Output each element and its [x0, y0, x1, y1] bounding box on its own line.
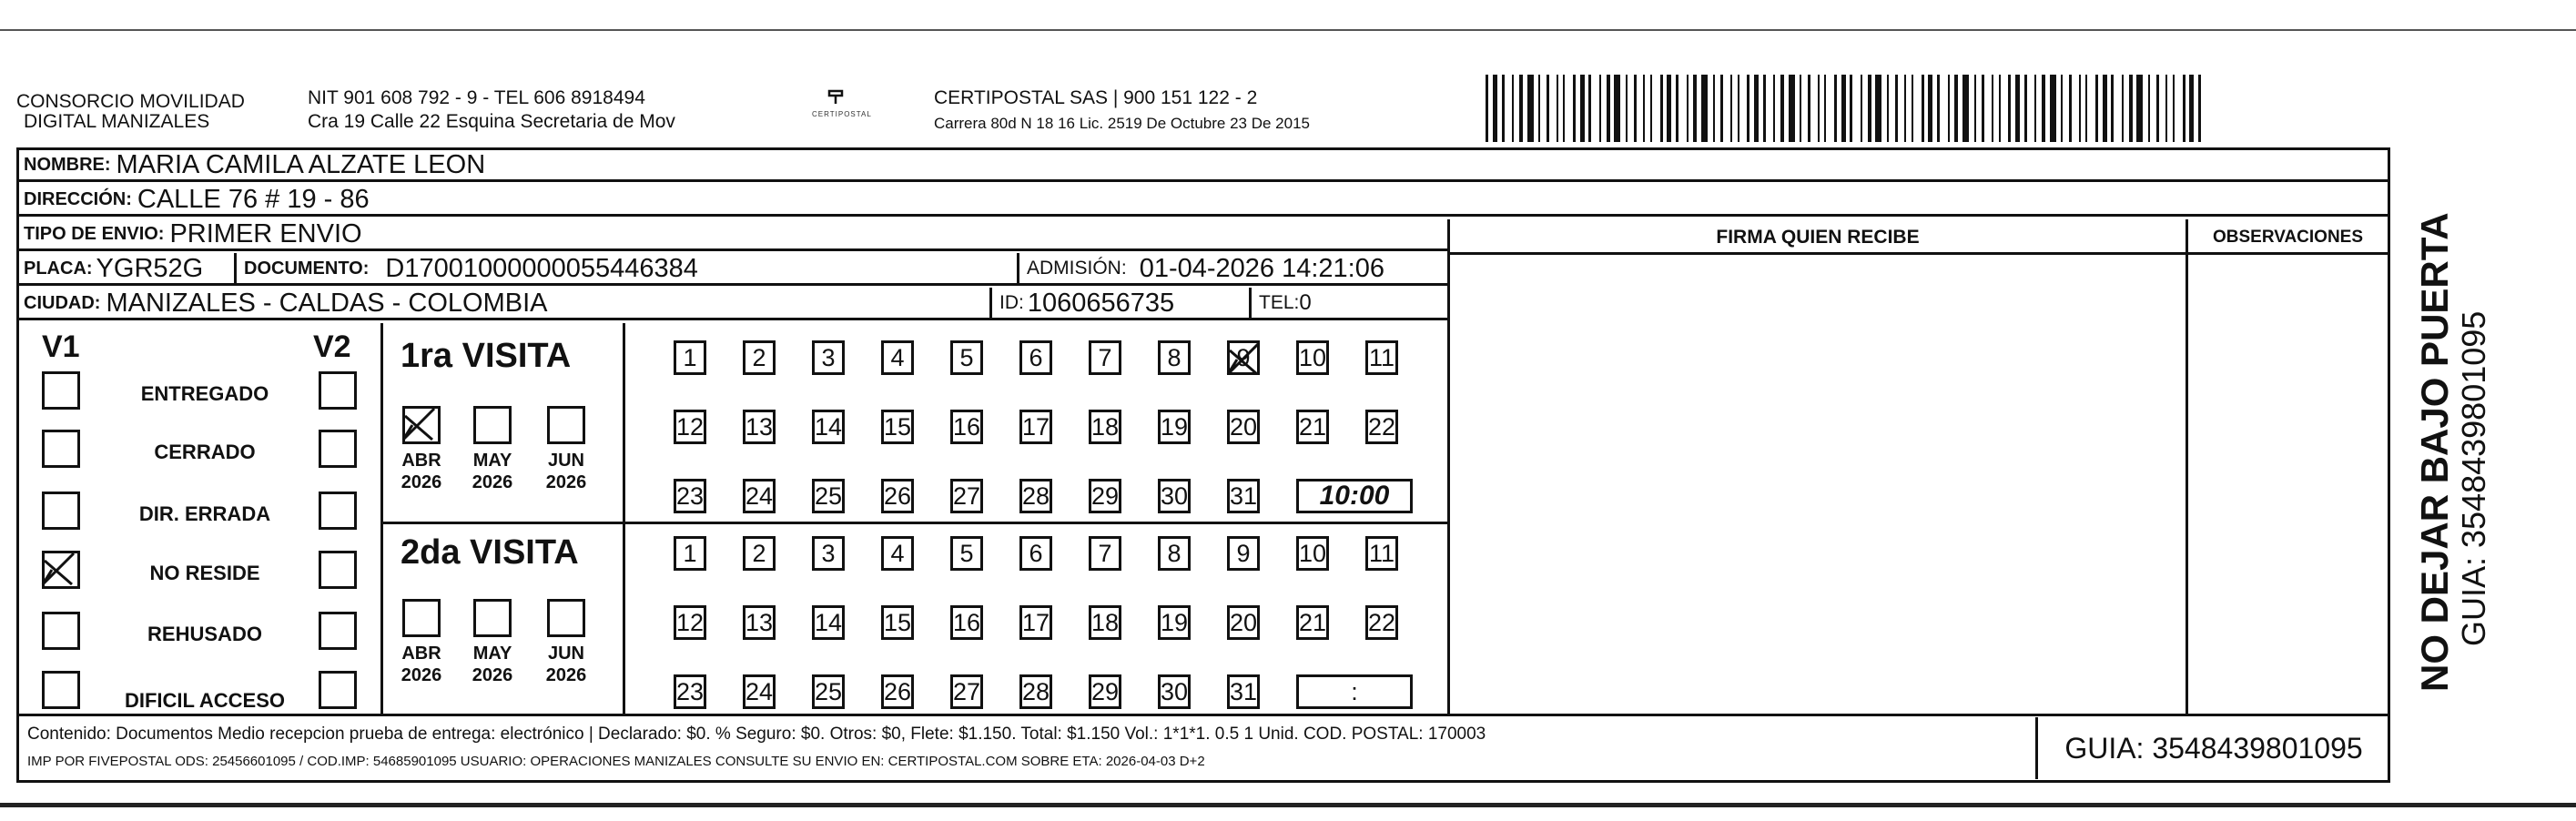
barcode-bar: [1895, 75, 1898, 142]
barcode-bar: [1850, 75, 1852, 142]
v2-checkbox[interactable]: [319, 551, 357, 589]
month-checkbox[interactable]: [473, 599, 512, 637]
month-name: MAY: [472, 451, 512, 471]
firma-header: [1450, 223, 2186, 255]
admision-cell: [1019, 253, 1449, 285]
day-box[interactable]: 7: [1089, 340, 1121, 375]
month-label: [539, 450, 593, 493]
imp-line: IMP POR FIVEPOSTAL ODS: 25456601095 / COD.IMP: 54685901095 USUARIO: OPERACIONES MANIZALES CONSULTE SU ENVIO EN: CERTIPOSTAL.COM SOBRE ETA: 2026-04-03 D+2: [27, 754, 1205, 769]
barcode-bar: [2129, 75, 2133, 142]
barcode-bar: [1519, 75, 1523, 142]
barcode-bar: [1841, 75, 1846, 142]
day-box[interactable]: 20: [1227, 410, 1260, 444]
barcode-bar: [1701, 75, 1708, 142]
barcode-bar: [1875, 75, 1881, 142]
barcode-bar: [1747, 75, 1749, 142]
time-box[interactable]: :: [1296, 674, 1413, 709]
v1-checkbox[interactable]: [42, 492, 80, 530]
day-box[interactable]: 17: [1019, 410, 1052, 444]
barcode-bar: [1693, 75, 1697, 142]
month-divider: [623, 323, 625, 714]
month-name: JUN: [547, 451, 584, 471]
day-box[interactable]: 2: [743, 536, 776, 571]
barcode-bar: [1547, 75, 1549, 142]
day-box[interactable]: 30: [1158, 674, 1191, 709]
firma-area[interactable]: [1450, 255, 2186, 714]
barcode-bar: [1962, 75, 1969, 142]
day-box[interactable]: 10: [1296, 536, 1329, 571]
barcode-bar: [1954, 75, 1958, 142]
barcode-bar: [2136, 75, 2143, 142]
day-box[interactable]: 31: [1227, 479, 1260, 513]
barcode-bar: [2085, 75, 2087, 142]
tel-label: TEL:: [1259, 292, 1300, 313]
day-box[interactable]: 4: [881, 536, 914, 571]
day-box[interactable]: 15: [881, 410, 914, 444]
direccion-row: [18, 185, 2388, 217]
courier-address: Carrera 80d N 18 16 Lic. 2519 De Octubre 23 De 2015: [934, 115, 1310, 132]
courier-name: CERTIPOSTAL SAS | 900 151 122 - 2: [934, 87, 1258, 108]
check-mark-icon: [400, 403, 440, 443]
day-box[interactable]: 26: [881, 479, 914, 513]
side-text: [2414, 212, 2492, 692]
barcode-bar: [2156, 75, 2159, 142]
barcode-bar: [1937, 75, 1940, 142]
barcode-bar: [1912, 75, 1913, 142]
month-name: MAY: [472, 644, 512, 664]
month-year: 2026: [472, 665, 513, 685]
documento-value: D17001000000055446384: [385, 253, 698, 283]
barcode-bar: [1643, 75, 1645, 142]
barcode-bar: [1599, 75, 1601, 142]
day-box[interactable]: 6: [1019, 536, 1052, 571]
barcode-bar: [1563, 75, 1565, 142]
barcode-bar: [1588, 75, 1591, 142]
barcode-bar: [1738, 75, 1739, 142]
barcode-bar: [2024, 75, 2027, 142]
month-name: JUN: [547, 644, 584, 664]
day-box[interactable]: 1: [674, 340, 706, 375]
barcode-bar: [2103, 75, 2107, 142]
id-label: ID:: [999, 292, 1024, 313]
day-box[interactable]: 13: [743, 410, 776, 444]
barcode-bar: [2148, 75, 2150, 142]
barcode-bar: [1868, 75, 1871, 142]
day-box[interactable]: 14: [812, 410, 845, 444]
observaciones-area[interactable]: [2188, 255, 2388, 714]
barcode-bar: [1974, 75, 1976, 142]
placa-value: YGR52G: [96, 253, 204, 283]
day-box[interactable]: 27: [950, 674, 983, 709]
barcode-bar: [2111, 75, 2114, 142]
day-box[interactable]: 18: [1089, 410, 1121, 444]
placa-cell: [18, 253, 237, 285]
v1-checkbox[interactable]: [42, 371, 80, 410]
month-checkbox[interactable]: [547, 599, 585, 637]
day-box[interactable]: 24: [743, 674, 776, 709]
v1-checkbox[interactable]: [42, 551, 80, 589]
barcode-bar: [1573, 75, 1576, 142]
guia-box: [2035, 717, 2389, 779]
ciudad-value: MANIZALES - CALDAS - COLOMBIA: [106, 288, 548, 318]
day-box[interactable]: 20: [1227, 605, 1260, 640]
barcode-bar: [1580, 75, 1585, 142]
barcode-bar: [2079, 75, 2081, 142]
barcode-bar: [2198, 75, 2201, 142]
day-box[interactable]: 16: [950, 605, 983, 640]
month-label: [465, 643, 520, 686]
company-nit: NIT 901 608 792 - 9 - TEL 606 8918494: [308, 87, 645, 108]
nombre-label: NOMBRE:: [24, 154, 111, 175]
barcode-bar: [2050, 75, 2056, 142]
month-label: [394, 643, 449, 686]
day-box[interactable]: 9: [1227, 536, 1260, 571]
day-box[interactable]: 28: [1019, 674, 1052, 709]
barcode-bar: [1607, 75, 1610, 142]
day-box[interactable]: 11: [1365, 536, 1398, 571]
barcode-bar: [1773, 75, 1775, 142]
v1-checkbox[interactable]: [42, 430, 80, 468]
day-box[interactable]: 3: [812, 340, 845, 375]
day-box[interactable]: 9: [1227, 340, 1260, 375]
barcode-bar: [1626, 75, 1628, 142]
barcode-bar: [1493, 75, 1497, 142]
barcode-bar: [2122, 75, 2124, 142]
ciudad-cell: [18, 288, 992, 319]
top-scan-edge: [0, 29, 2576, 31]
month-checkbox[interactable]: [402, 406, 441, 444]
day-box[interactable]: 8: [1158, 340, 1191, 375]
certipostal-logo-text: CERTIPOSTAL: [812, 110, 872, 118]
barcode-bar: [1713, 75, 1715, 142]
barcode-bar: [1614, 75, 1620, 142]
day-box[interactable]: 24: [743, 479, 776, 513]
footer-divider: [16, 714, 2390, 716]
day-box[interactable]: 21: [1296, 605, 1329, 640]
barcode-bar: [1808, 75, 1810, 142]
company-address: Cra 19 Calle 22 Esquina Secretaria de Mov: [308, 111, 675, 132]
barcode-bar: [1948, 75, 1950, 142]
barcode-bar: [1824, 75, 1826, 142]
ciudad-row: [18, 289, 1449, 320]
barcode-bar: [1982, 75, 1984, 142]
day-box[interactable]: 1: [674, 536, 706, 571]
barcode-bar: [1754, 75, 1759, 142]
barcode: [1486, 75, 2209, 142]
barcode-bar: [1667, 75, 1671, 142]
barcode-bar: [1527, 75, 1534, 142]
barcode-bar: [2034, 75, 2036, 142]
month-year: 2026: [401, 665, 442, 685]
id-cell: [992, 288, 1252, 319]
bottom-scan-edge: [0, 803, 2576, 807]
barcode-bar: [1634, 75, 1637, 142]
time-box[interactable]: 10:00: [1296, 479, 1413, 513]
barcode-bar: [1861, 75, 1862, 142]
direccion-value: CALLE 76 # 19 - 86: [137, 184, 370, 214]
id-value: 1060656735: [1027, 288, 1175, 318]
day-box[interactable]: 8: [1158, 536, 1191, 571]
v2-checkbox[interactable]: [319, 371, 357, 410]
company-name-line1: CONSORCIO MOVILIDAD: [16, 91, 245, 112]
barcode-bar: [2042, 75, 2045, 142]
barcode-bar: [2165, 75, 2167, 142]
guia-box-text: GUIA: 3548439801095: [2064, 731, 2363, 765]
day-box[interactable]: 12: [674, 605, 706, 640]
side-notice: NO DEJAR BAJO PUERTA: [2413, 212, 2456, 692]
day-box[interactable]: 15: [881, 605, 914, 640]
barcode-bar: [1538, 75, 1540, 142]
certipostal-logo: [812, 87, 872, 118]
day-box[interactable]: 26: [881, 674, 914, 709]
day-box[interactable]: 17: [1019, 605, 1052, 640]
barcode-bar: [1789, 75, 1795, 142]
status-label: DIFICIL ACCESO: [124, 689, 285, 712]
barcode-bar: [1887, 75, 1889, 142]
barcode-bar: [2069, 75, 2072, 142]
placa-label: PLACA:: [24, 258, 93, 279]
tel-cell: [1252, 288, 1449, 319]
month-year: 2026: [472, 472, 513, 492]
day-box[interactable]: 27: [950, 479, 983, 513]
day-box[interactable]: 2: [743, 340, 776, 375]
month-year: 2026: [545, 472, 587, 492]
day-box[interactable]: 11: [1365, 340, 1398, 375]
day-box[interactable]: 29: [1089, 479, 1121, 513]
observaciones-label: OBSERVACIONES: [2212, 228, 2364, 247]
day-box[interactable]: 16: [950, 410, 983, 444]
day-box[interactable]: 10: [1296, 340, 1329, 375]
month-checkbox[interactable]: [402, 599, 441, 637]
tipo-envio-label: TIPO DE ENVIO:: [24, 223, 165, 244]
barcode-bar: [1780, 75, 1784, 142]
day-box[interactable]: 19: [1158, 605, 1191, 640]
admision-label: ADMISIÓN:: [1027, 258, 1127, 279]
v2-checkbox[interactable]: [319, 430, 357, 468]
barcode-bar: [1486, 75, 1488, 142]
day-box[interactable]: 28: [1019, 479, 1052, 513]
barcode-bar: [2015, 75, 2020, 142]
v1-checkbox[interactable]: [42, 671, 80, 709]
content-line: Contenido: Documentos Medio recepcion prueba de entrega: electrónico | Declarado: $0. % Seguro: $0. Otros: $0, Flete: $1.150. Total: $1.150 Vol.: 1*1*1. 0.5 1 Unid. COD. POSTAL: 170003: [27, 725, 1486, 744]
barcode-bar: [2173, 75, 2175, 142]
documento-label: DOCUMENTO:: [244, 258, 370, 279]
v1-checkbox[interactable]: [42, 612, 80, 650]
visit-divider: [380, 522, 1447, 524]
v2-checkbox[interactable]: [319, 612, 357, 650]
status-label: DIR. ERRADA: [138, 502, 271, 525]
day-box[interactable]: 13: [743, 605, 776, 640]
day-box[interactable]: 31: [1227, 674, 1260, 709]
barcode-bar: [2008, 75, 2011, 142]
month-name: ABR: [401, 644, 441, 664]
documento-cell: [237, 253, 1019, 285]
barcode-bar: [1660, 75, 1663, 142]
month-year: 2026: [545, 665, 587, 685]
day-mark-icon: [1224, 338, 1264, 378]
barcode-bar: [1557, 75, 1558, 142]
barcode-bar: [1904, 75, 1906, 142]
direccion-label: DIRECCIÓN:: [24, 188, 132, 209]
barcode-bar: [1834, 75, 1837, 142]
day-box[interactable]: 5: [950, 536, 983, 571]
company-name-line2: DIGITAL MANIZALES: [24, 111, 210, 132]
day-box[interactable]: 7: [1089, 536, 1121, 571]
status-label: NO RESIDE: [149, 562, 260, 584]
day-box[interactable]: 25: [812, 479, 845, 513]
barcode-bar: [2061, 75, 2063, 142]
second-visit-title: 2da VISITA: [401, 533, 579, 572]
day-box[interactable]: 30: [1158, 479, 1191, 513]
barcode-bar: [1992, 75, 1993, 142]
barcode-bar: [1687, 75, 1689, 142]
nombre-row: [18, 150, 2388, 182]
v2-checkbox[interactable]: [319, 671, 357, 709]
check-mark-icon: [39, 548, 79, 588]
month-name: ABR: [401, 451, 441, 471]
nombre-value: MARIA CAMILA ALZATE LEON: [116, 149, 486, 179]
day-box[interactable]: 22: [1365, 410, 1398, 444]
month-checkbox[interactable]: [473, 406, 512, 444]
barcode-bar: [1800, 75, 1801, 142]
v2-label: V2: [313, 329, 351, 364]
firma-label: FIRMA QUIEN RECIBE: [1716, 227, 1920, 248]
month-label: [539, 643, 593, 686]
day-box[interactable]: 22: [1365, 605, 1398, 640]
month-checkbox[interactable]: [547, 406, 585, 444]
barcode-bar: [1676, 75, 1678, 142]
first-visit-title: 1ra VISITA: [401, 337, 572, 375]
day-box[interactable]: 21: [1296, 410, 1329, 444]
status-label: CERRADO: [154, 441, 256, 463]
day-box[interactable]: 6: [1019, 340, 1052, 375]
observaciones-header: [2188, 223, 2388, 255]
month-label: [465, 450, 520, 493]
ciudad-label: CIUDAD:: [24, 292, 101, 313]
day-box[interactable]: 23: [674, 479, 706, 513]
day-box[interactable]: 25: [812, 674, 845, 709]
tipo-envio-value: PRIMER ENVIO: [169, 218, 362, 248]
day-box[interactable]: 19: [1158, 410, 1191, 444]
placa-row: [18, 254, 1449, 286]
tipo-envio-row: [18, 219, 1449, 251]
barcode-bar: [1999, 75, 2001, 142]
barcode-bar: [1720, 75, 1723, 142]
side-guia: GUIA: 3548439801095: [2455, 310, 2492, 646]
v1-label: V1: [42, 329, 80, 364]
barcode-bar: [1502, 75, 1505, 142]
month-label: [394, 450, 449, 493]
barcode-bar: [1818, 75, 1820, 142]
status-label: ENTREGADO: [140, 382, 269, 405]
day-box[interactable]: 5: [950, 340, 983, 375]
status-label: REHUSADO: [147, 623, 262, 645]
day-box[interactable]: 3: [812, 536, 845, 571]
admision-value: 01-04-2026 14:21:06: [1139, 253, 1384, 283]
v2-checkbox[interactable]: [319, 492, 357, 530]
barcode-bar: [2189, 75, 2194, 142]
barcode-bar: [1650, 75, 1652, 142]
day-box[interactable]: 14: [812, 605, 845, 640]
barcode-bar: [1922, 75, 1924, 142]
barcode-bar: [1763, 75, 1766, 142]
barcode-bar: [2183, 75, 2186, 142]
day-box[interactable]: 4: [881, 340, 914, 375]
certipostal-logo-icon: [822, 87, 849, 106]
day-box[interactable]: 12: [674, 410, 706, 444]
month-year: 2026: [401, 472, 442, 492]
day-box[interactable]: 23: [674, 674, 706, 709]
day-box[interactable]: 18: [1089, 605, 1121, 640]
day-box[interactable]: 29: [1089, 674, 1121, 709]
barcode-bar: [1730, 75, 1732, 142]
barcode-bar: [2095, 75, 2098, 142]
tel-value: 0: [1299, 290, 1312, 315]
status-divider: [380, 323, 383, 714]
barcode-bar: [1512, 75, 1514, 142]
barcode-bar: [1928, 75, 1932, 142]
